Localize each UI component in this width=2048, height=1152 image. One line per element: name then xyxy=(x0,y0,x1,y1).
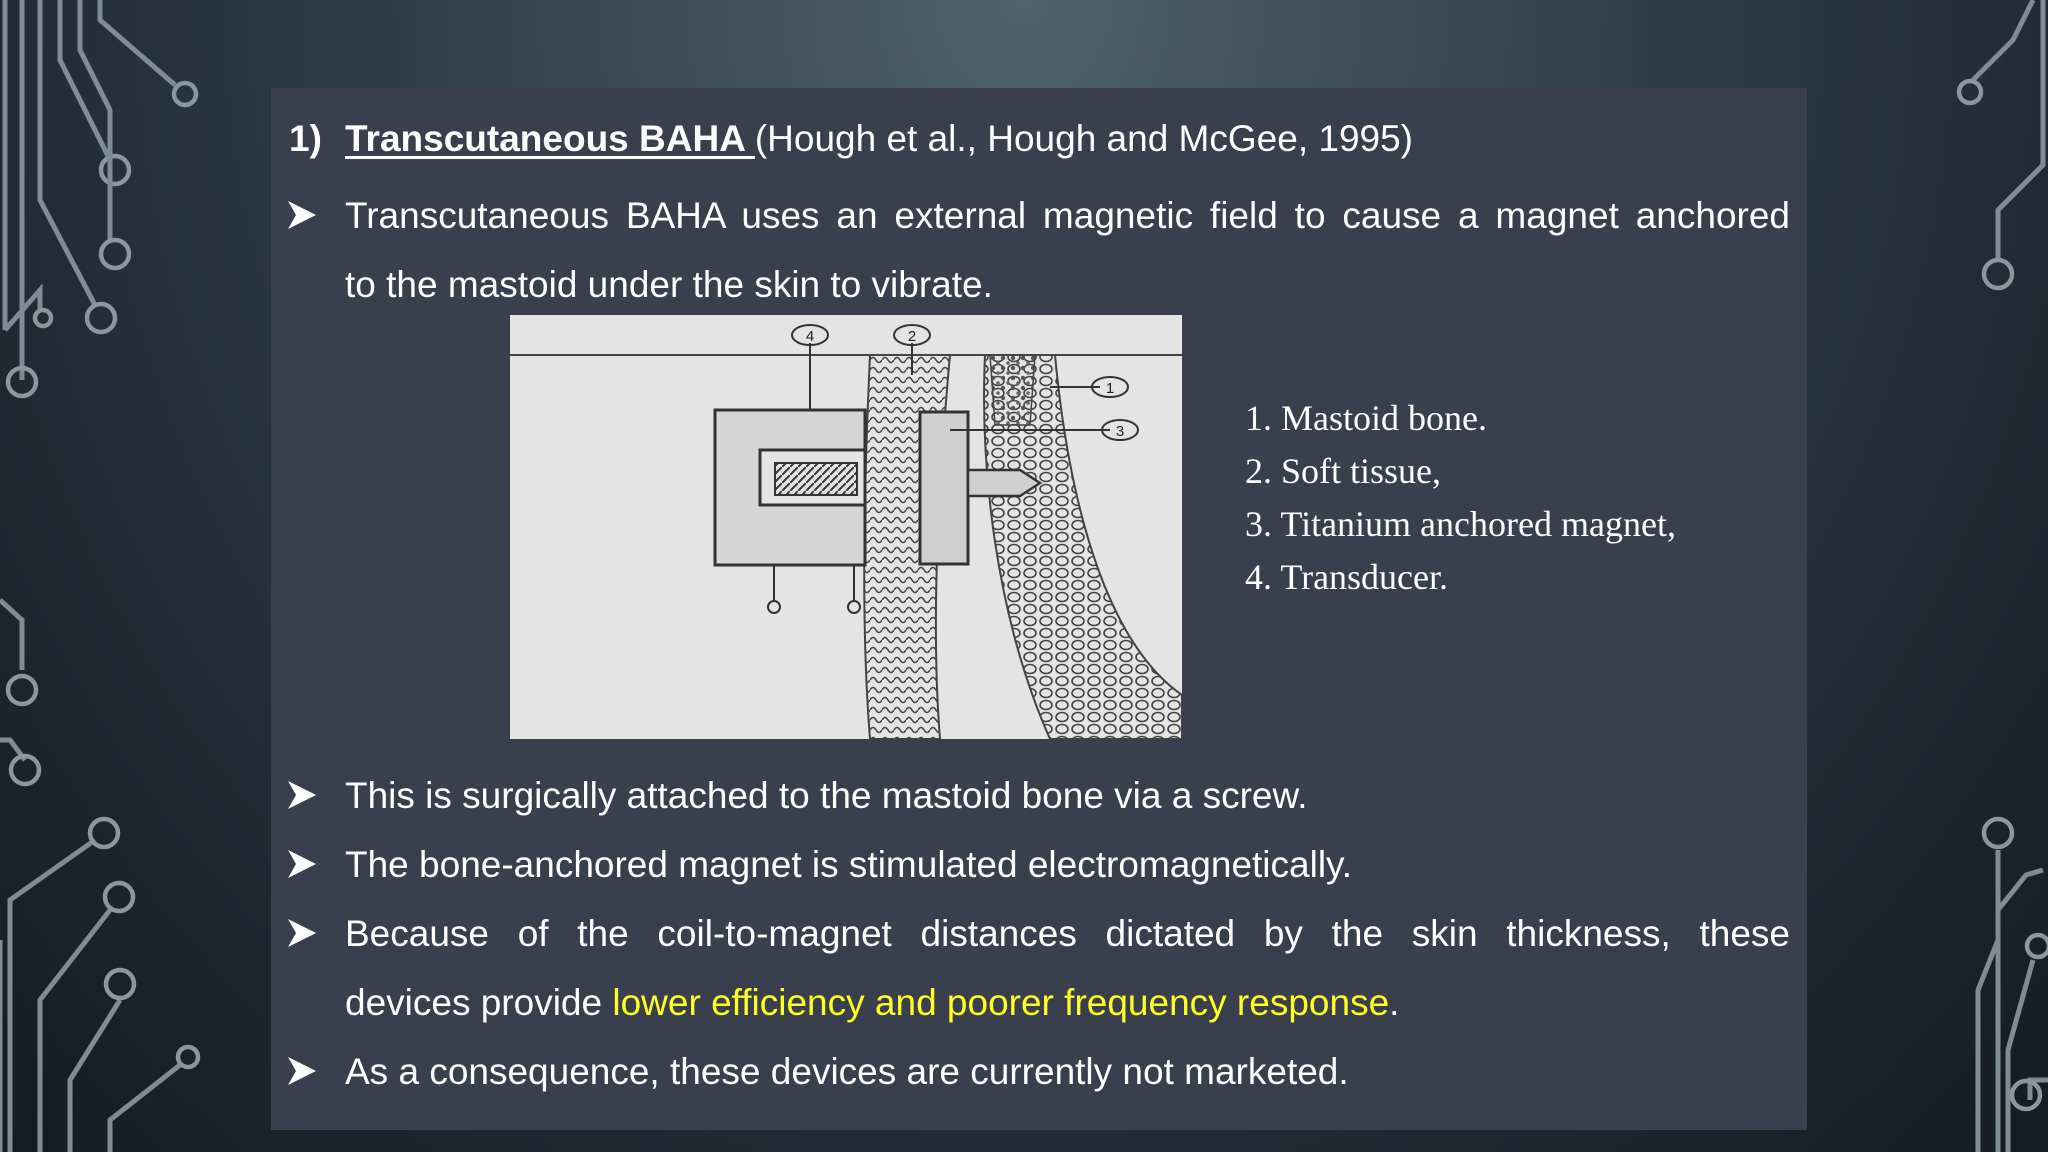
efficiency-text-post: . xyxy=(1389,982,1400,1023)
bullet-electromagnetic: The bone-anchored magnet is stimulated electromagnetically. xyxy=(345,844,1353,885)
title-main: Transcutaneous BAHA xyxy=(345,118,755,159)
legend-item-1: 1. Mastoid bone. xyxy=(1245,398,1487,438)
callout-2: 2 xyxy=(907,328,917,345)
arrowhead-bullet-icon xyxy=(286,917,318,949)
figure-legend xyxy=(1245,392,1676,604)
callout-4: 4 xyxy=(805,328,815,345)
section-number: 1) xyxy=(289,118,322,159)
legend-item-4: 4. Transducer. xyxy=(1245,557,1449,597)
callout-3: 3 xyxy=(1115,423,1125,440)
efficiency-text-pre: devices provide xyxy=(345,982,613,1023)
bullet-coil-distance-line-2 xyxy=(345,984,1399,1021)
bullet-surgical-attachment: This is surgically attached to the mastoid bone via a screw. xyxy=(345,775,1308,816)
arrowhead-bullet-icon xyxy=(286,1055,318,1087)
legend-item-3: 3. Titanium anchored magnet, xyxy=(1245,504,1676,544)
arrowhead-bullet-icon xyxy=(286,779,318,811)
bullet-not-marketed: As a consequence, these devices are currently not marketed. xyxy=(345,1051,1349,1092)
circuit-decoration-right xyxy=(1848,0,2048,1152)
title-citation: (Hough et al., Hough and McGee, 1995) xyxy=(754,118,1414,159)
intro-line-2: to the mastoid under the skin to vibrate. xyxy=(345,264,993,305)
bullet-coil-distance-line-1: Because of the coil-to-magnet distances dictated by the skin thickness, these xyxy=(345,913,1790,954)
transcutaneous-baha-diagram xyxy=(510,315,1182,739)
legend-item-2: 2. Soft tissue, xyxy=(1245,451,1442,491)
arrowhead-bullet-icon xyxy=(286,848,318,880)
arrowhead-bullet-icon xyxy=(286,199,318,231)
efficiency-highlight: lower efficiency and poorer frequency response xyxy=(612,982,1390,1023)
callout-1: 1 xyxy=(1105,380,1115,397)
circuit-decoration-left xyxy=(0,0,240,1152)
section-title xyxy=(345,118,1413,160)
intro-line-1: Transcutaneous BAHA uses an external magnetic field to cause a magnet anchored xyxy=(345,195,1790,236)
